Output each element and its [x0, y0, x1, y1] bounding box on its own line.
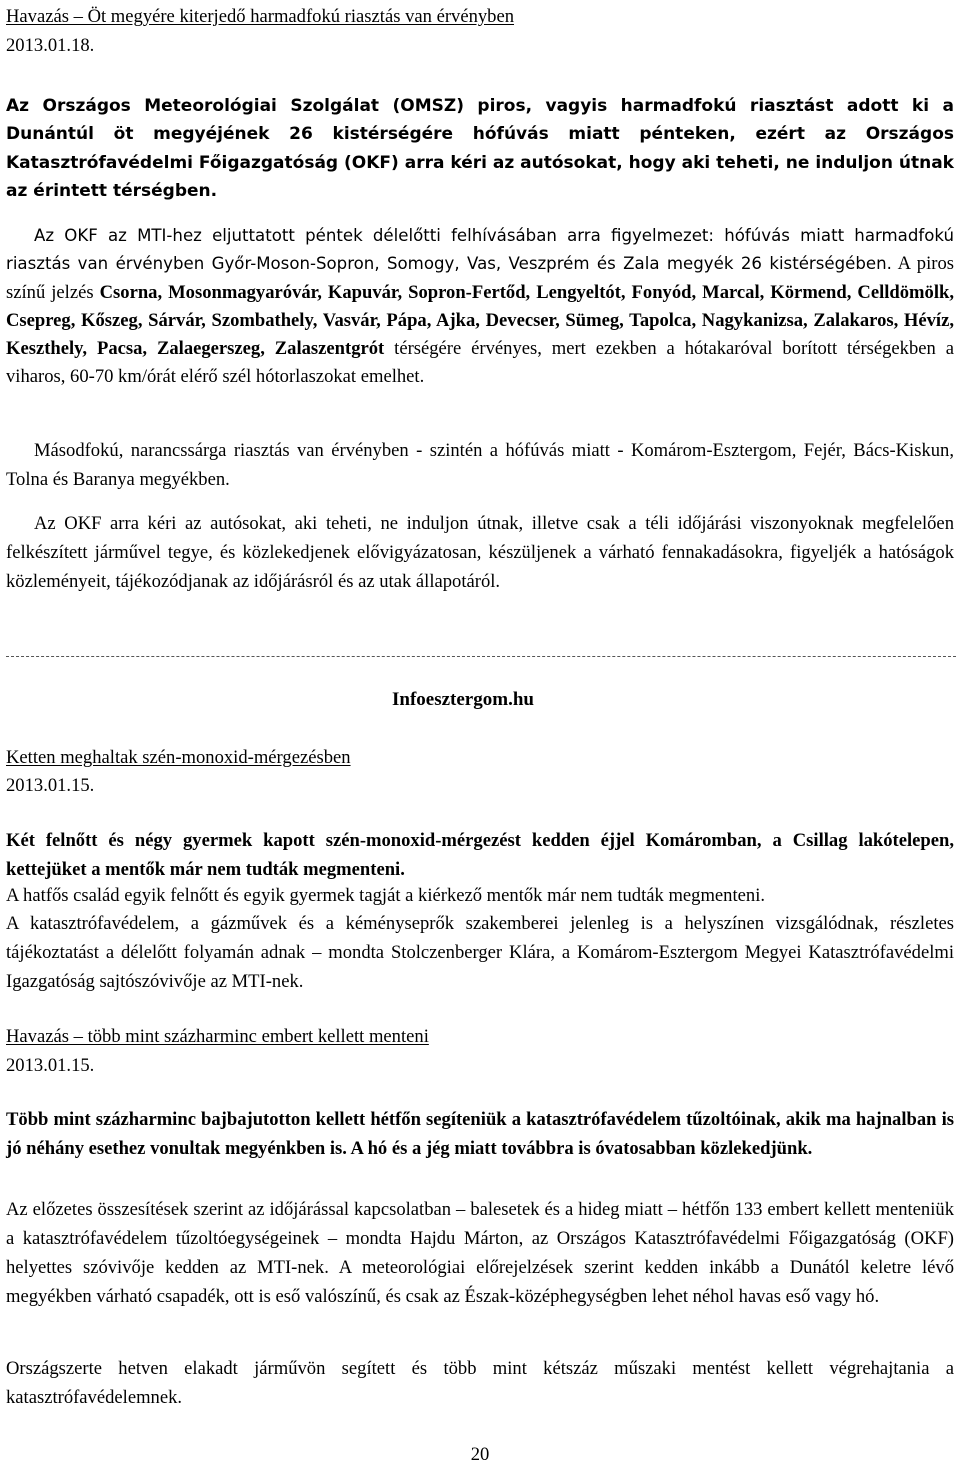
article-1-p1-text-c: térségére érvényes, mert ezekben a hótakaróval borított térségekben a viharos, 60-70 km/órát elérő szél hótorlaszokat emelhet. — [6, 338, 954, 388]
article-2-lead: Két felnőtt és négy gyermek kapott szén-monoxid-mérgezést kedden éjjel Komáromban, a Csillag lakótelepen, kettejüket a mentők már nem tudták megmenteni. — [6, 830, 954, 880]
article-1-date: 2013.01.18. — [6, 35, 95, 56]
article-1-title-link[interactable]: Havazás – Öt megyére kiterjedő harmadfokú riasztás van érvényben — [6, 6, 515, 27]
article-1-p1-text-b: A piros színű jelzés — [6, 253, 954, 303]
article-3-lead: Több mint százharminc bajbajutotton kellett hétfőn segíteniük a katasztrófavédelem tűzoltóinak, akik ma hajnalban is jó néhány esethez vonultak megyénkben is. A hó és a jég miatt továbbra is óvatosabban közlekedjünk. — [6, 1109, 954, 1159]
article-2-date: 2013.01.15. — [6, 775, 95, 796]
article-1-p1-text-a: Az OKF az MTI-hez eljuttatott péntek délelőtti felhívásában arra figyelmezet: hófúvás miatt harmadfokú riasztás van érvényben Győr-Moson-Sopron, Somogy, Vas, Veszprém és Zala megyék 26 kistérségében. — [6, 226, 954, 274]
article-1-paragraph-3: Az OKF arra kéri az autósokat, aki teheti, ne induljon útnak, illetve csak a téli időjárási viszonyoknak megfelelően felkészített járművel tegye, és közlekedjenek elővigyázatosan, készüljenek a várható fennakadásokra, figyeljék a hatóságok közleményeit, tájékozódjanak az időjárásról és az utak állapotáról. — [6, 513, 954, 592]
article-1-paragraph-1 — [6, 222, 954, 392]
article-3-title-link[interactable]: Havazás – több mint százharminc embert kellett menteni — [6, 1026, 429, 1047]
article-3-paragraph-2: Országszerte hetven elakadt járművön segített és több mint kétszáz műszaki mentést kellett végrehajtania a katasztrófavédelemnek. — [6, 1358, 954, 1408]
article-1-p1-towns: Csorna, Mosonmagyaróvár, Kapuvár, Sopron-Fertőd, Lengyeltót, Fonyód, Marcal, Körmend, Celldömölk, Csepreg, Kőszeg, Sárvár, Szombathely, Vasvár, Pápa, Ajka, Devecser, Sümeg, Tapolca, Nagykanizsa, Zalakaros, Hévíz, Keszthely, Pacsa, Zalaegerszeg, Zalaszentgrót — [6, 281, 954, 360]
section-divider — [6, 656, 956, 657]
article-3-paragraph-1: Az előzetes összesítések szerint az időjárással kapcsolatban – balesetek és a hideg miatt – hétfőn 133 embert kellett menteniük a katasztrófavédelem tűzoltóegységeinek – mondta Hajdu Márton, az Országos Katasztrófavédelmi Főigazgatóság (OKF) helyettes szóvivője kedden az MTI-nek. A meteorológiai előrejelzések szerint kedden inkább a Dunától keletre lévő megyékben várható csapadék, ott is eső valószínű, és csak az Észak-középhegységben lehet néhol havas eső vagy hó. — [6, 1199, 954, 1307]
article-2-paragraph-1: A hatfős család egyik felnőtt és egyik gyermek tagját a kiérkező mentők már nem tudták megmenteni. — [6, 885, 766, 906]
article-1-lead: Az Országos Meteorológiai Szolgálat (OMSZ) piros, vagyis harmadfokú riasztást adott ki a Dunántúl öt megyéjének 26 kistérségére hófúvás miatt pénteken, ezért az Országos Katasztrófavédelmi Főigazgatóság (OKF) arra kéri az autósokat, hogy aki teheti, ne induljon útnak az érintett térségben. — [6, 96, 954, 201]
article-1-paragraph-2: Másodfokú, narancssárga riasztás van érvényben - szintén a hófúvás miatt - Komárom-Esztergom, Fejér, Bács-Kiskun, Tolna és Baranya megyékben. — [6, 440, 954, 490]
article-3-date: 2013.01.15. — [6, 1055, 95, 1076]
source-label: Infoesztergom.hu — [392, 689, 534, 710]
article-2-paragraph-2: A katasztrófavédelem, a gázművek és a kéményseprők szakemberei jelenleg is a helyszínen vizsgálódnak, részletes tájékoztatást a délelőtt folyamán adnak – mondta Stolczenberger Klára, a Komárom-Esztergom Megyei Katasztrófavédelmi Igazgatóság sajtószóvivője az MTI-nek. — [6, 913, 954, 992]
page-number: 20 — [470, 1444, 490, 1465]
article-2-title-link[interactable]: Ketten meghaltak szén-monoxid-mérgezésben — [6, 747, 351, 768]
